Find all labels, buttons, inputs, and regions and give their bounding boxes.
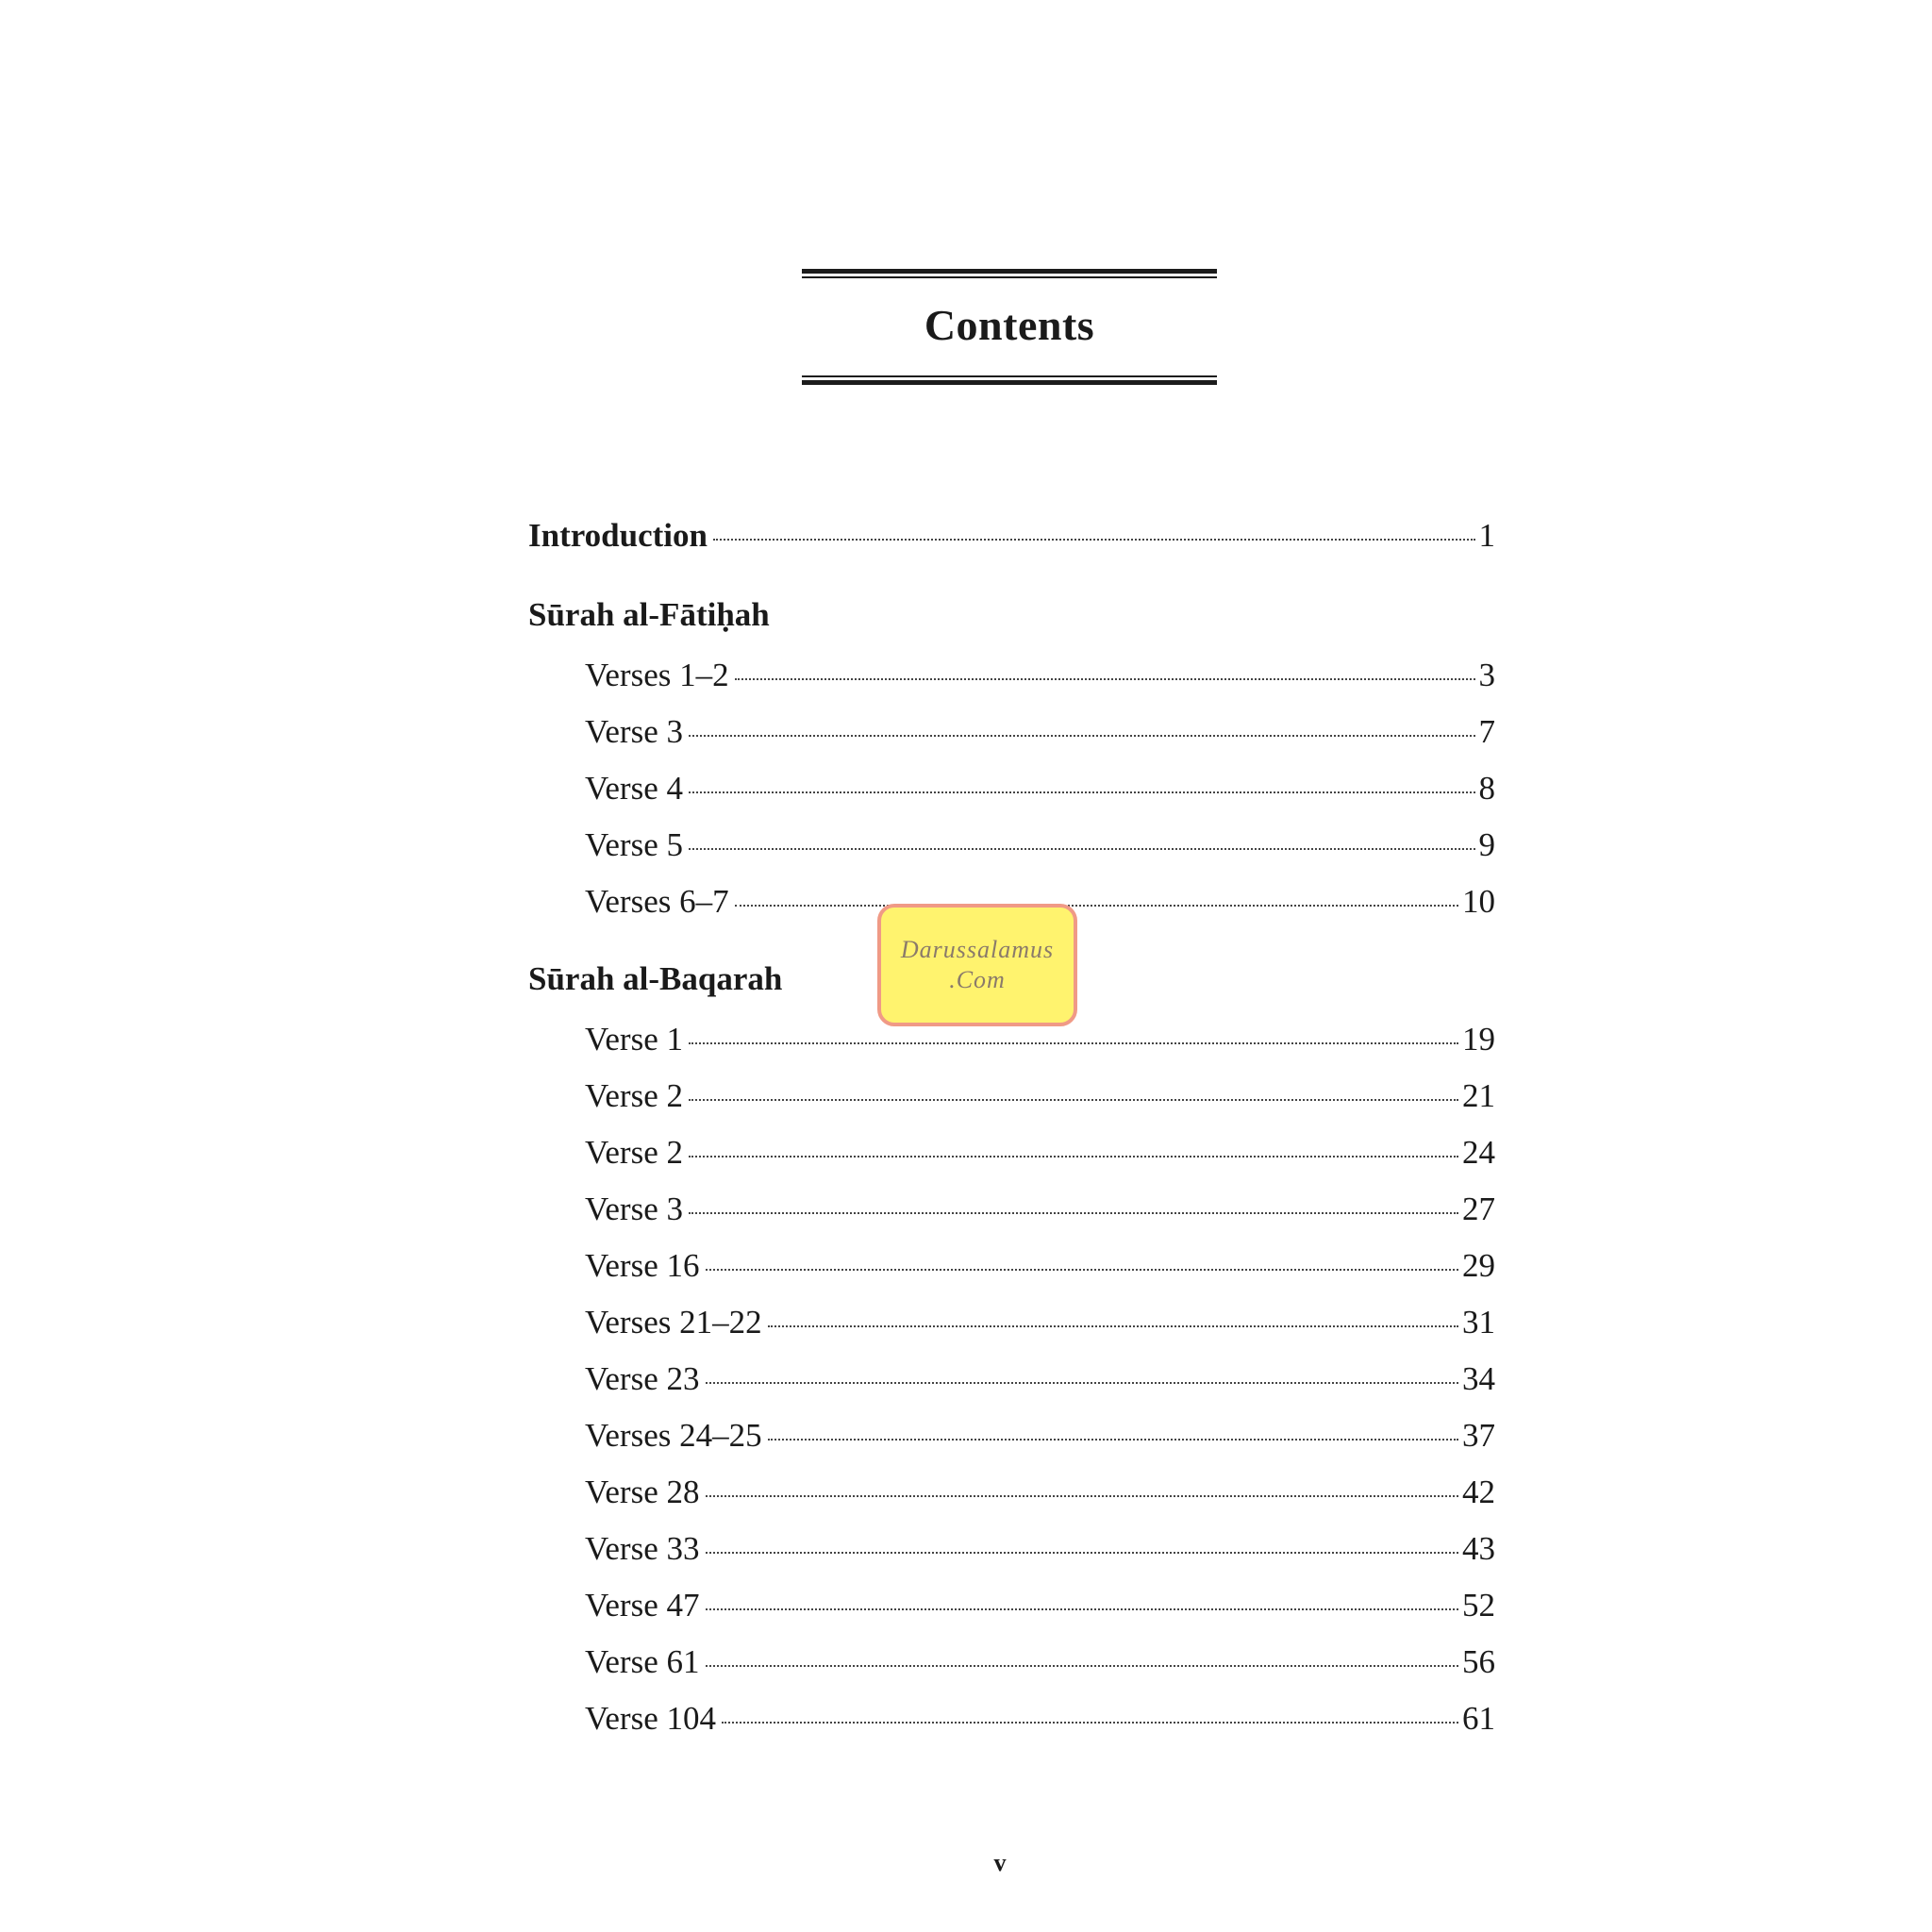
dot-leader: [689, 1042, 1458, 1044]
toc-entry-label: Verse 28: [585, 1474, 700, 1510]
toc-page-number: 24: [1462, 1134, 1495, 1171]
toc-page-number: 56: [1462, 1643, 1495, 1680]
dot-leader: [706, 1495, 1459, 1497]
section-heading: Sūrah al-Fātiḥah: [528, 596, 770, 633]
toc-page-number: 43: [1462, 1530, 1495, 1567]
toc-entry-label: Verse 104: [585, 1700, 716, 1737]
toc-entry-label: Verse 5: [585, 826, 683, 863]
toc-page-number: 37: [1462, 1417, 1495, 1454]
toc-entry[interactable]: [585, 1417, 1495, 1464]
toc-page-number: 8: [1478, 770, 1495, 807]
toc-page-number: 29: [1462, 1247, 1495, 1284]
toc-page-number: 7: [1478, 713, 1495, 750]
toc-entry-label: Verse 61: [585, 1643, 700, 1680]
toc-page-number: 42: [1462, 1474, 1495, 1510]
page-number-folio: v: [993, 1849, 1007, 1876]
dot-leader: [689, 1156, 1458, 1158]
toc-entry[interactable]: [585, 1247, 1495, 1294]
dot-leader: [735, 678, 1475, 680]
toc-entry-label: Verse 4: [585, 770, 683, 807]
dot-leader: [735, 905, 1458, 907]
dot-leader: [706, 1608, 1459, 1610]
toc-entry[interactable]: [585, 1587, 1495, 1634]
dot-leader: [689, 1212, 1458, 1214]
toc-entry-label: Verse 33: [585, 1530, 700, 1567]
toc-entry[interactable]: [585, 657, 1495, 704]
toc-entry-label: Verses 21–22: [585, 1304, 762, 1341]
toc-page-number: 27: [1462, 1191, 1495, 1227]
dot-leader: [706, 1269, 1459, 1271]
toc-entry-label: Verse 47: [585, 1587, 700, 1624]
dot-leader: [689, 1099, 1458, 1101]
toc-entry[interactable]: [585, 1643, 1495, 1690]
toc-page-number: 9: [1478, 826, 1495, 863]
section-heading: Sūrah al-Baqarah: [528, 960, 783, 997]
toc-page-number: 31: [1462, 1304, 1495, 1341]
toc-entry-label: Verse 2: [585, 1077, 683, 1114]
toc-entry-label: Verse 3: [585, 713, 683, 750]
toc-entry[interactable]: [585, 1530, 1495, 1577]
dot-leader: [706, 1382, 1459, 1384]
toc-entry[interactable]: [585, 1360, 1495, 1407]
toc-entry-label: Verses 1–2: [585, 657, 729, 693]
toc-entry[interactable]: [585, 1077, 1495, 1124]
dot-leader: [689, 791, 1475, 793]
toc-entry-label: Verse 1: [585, 1021, 683, 1058]
toc-entry-introduction[interactable]: [528, 517, 1495, 564]
page-title: Contents: [924, 301, 1095, 349]
toc-page-number: 19: [1462, 1021, 1495, 1058]
dot-leader: [768, 1325, 1458, 1327]
toc-page-number: 52: [1462, 1587, 1495, 1624]
dot-leader: [722, 1722, 1458, 1724]
toc-page-number: 1: [1478, 517, 1495, 554]
toc-entry[interactable]: [585, 1304, 1495, 1351]
toc-entry-label: Verse 3: [585, 1191, 683, 1227]
dot-leader: [768, 1439, 1458, 1441]
watermark-line-1: Darussalamus: [900, 936, 1055, 963]
dot-leader: [706, 1665, 1459, 1667]
toc-entry[interactable]: [585, 826, 1495, 874]
title-rule-top: [802, 269, 1217, 278]
toc-entry[interactable]: [585, 1191, 1495, 1238]
toc-entry-label: Verses 6–7: [585, 883, 729, 920]
toc-page-number: 3: [1478, 657, 1495, 693]
toc-entry-label: Verse 23: [585, 1360, 700, 1397]
toc-page-number: 10: [1462, 883, 1495, 920]
toc-entry[interactable]: [585, 1474, 1495, 1521]
toc-entry-label: Introduction: [528, 517, 708, 554]
toc-entry-label: Verse 2: [585, 1134, 683, 1171]
title-rule-bottom: [802, 375, 1217, 385]
toc-page-number: 21: [1462, 1077, 1495, 1114]
dot-leader: [706, 1552, 1459, 1554]
toc-entry-label: Verses 24–25: [585, 1417, 762, 1454]
toc-entry[interactable]: [585, 770, 1495, 817]
dot-leader: [689, 848, 1475, 850]
toc-page-number: 61: [1462, 1700, 1495, 1737]
dot-leader: [689, 735, 1475, 737]
toc-entry-label: Verse 16: [585, 1247, 700, 1284]
watermark-badge: [877, 904, 1077, 1026]
toc-page-number: 34: [1462, 1360, 1495, 1397]
watermark-line-2: .Com: [949, 966, 1006, 993]
toc-entry[interactable]: [585, 1021, 1495, 1068]
toc-entry[interactable]: [585, 1700, 1495, 1747]
dot-leader: [713, 539, 1475, 541]
toc-entry[interactable]: [585, 713, 1495, 760]
toc-entry[interactable]: [585, 1134, 1495, 1181]
